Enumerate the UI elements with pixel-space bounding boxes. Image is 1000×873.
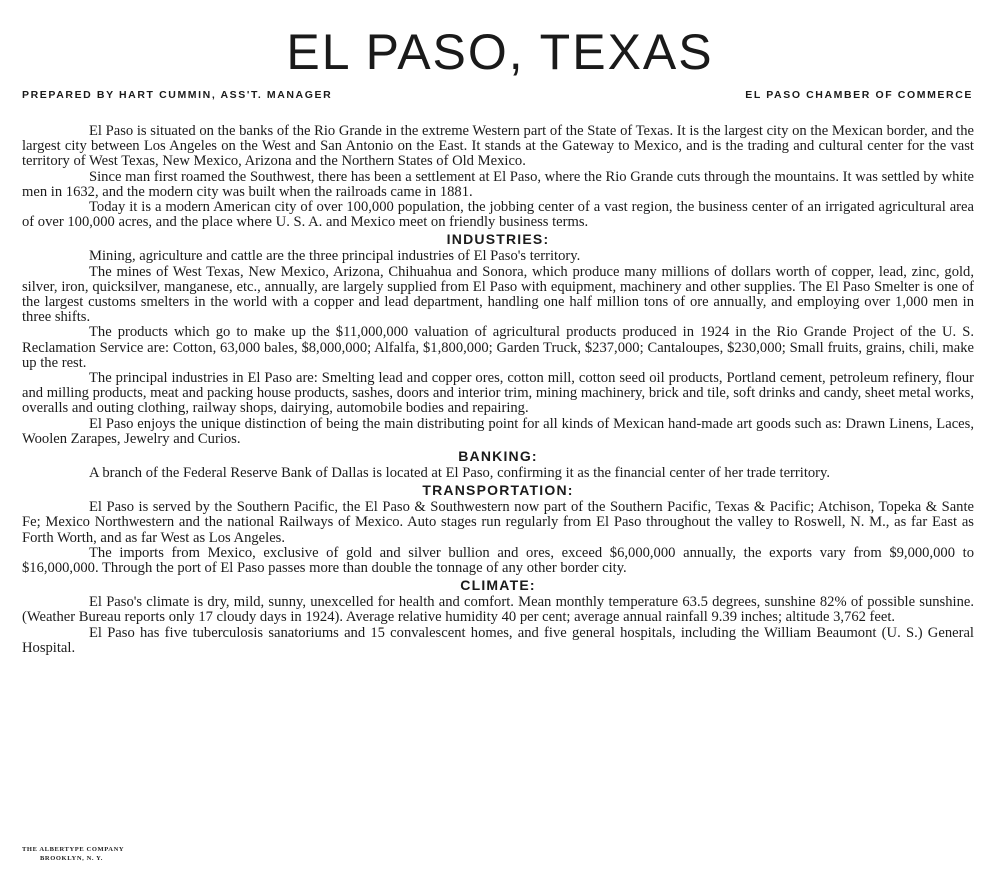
intro-paragraph: El Paso is situated on the banks of the Rio Grande in the extreme Western part of the State of Texas. It is the largest city on the Mexican border, and the largest city between Los Angeles on the West and San Antonio on the East. It stands at the Gateway to Mexico, and is the trading and cultural center for the vast territory of West Texas, New Mexico, Arizona and the Northern States of Old Mexico.	[22, 123, 974, 170]
intro-paragraph: Since man first roamed the Southwest, there has been a settlement at El Paso, where the Rio Grande cuts through the mountains. It was settled by white men in 1632, and the modern city was built when the railroads came in 1881.	[22, 168, 974, 200]
printer-imprint	[22, 845, 124, 863]
industries-paragraph: The products which go to make up the $11,000,000 valuation of agricultural products produced in 1924 in the Rio Grande Project of the U. S. Reclamation Service are: Cotton, 63,000 bales, $8,000,000; Alfalfa, $1,800,000; Garden Truck, $237,000; Cantaloupes, $230,000; Small fruits, grains, chili, make up the rest.	[22, 324, 974, 371]
industries-paragraph: The principal industries in El Paso are: Smelting lead and copper ores, cotton mill, cotton seed oil products, Portland cement, petroleum refinery, flour and milling products, meat and packing house products, sashes, doors and interior trim, mining machinery, brick and tile, soft drinks and candy, sheet metal works, overalls and outing clothing, railway shops, dairying, automobile bodies and repairing.	[22, 370, 974, 417]
section-heading-climate: CLIMATE:	[460, 577, 536, 594]
section-heading-banking: BANKING:	[458, 448, 538, 465]
section-heading-transportation: TRANSPORTATION:	[422, 482, 574, 499]
industries-paragraph: El Paso enjoys the unique distinction of being the main distributing point for all kinds of Mexican hand-made art goods such as: Drawn Linens, Laces, Woolen Zarapes, Jewelry and Curios.	[22, 415, 974, 447]
imprint-company: THE ALBERTYPE COMPANY	[22, 846, 125, 853]
intro-paragraph: Today it is a modern American city of over 100,000 population, the jobbing center of a vast region, the business center of an irrigated agricultural area of over 100,000 acres, and the place where U. S. A. and Mexico meet on friendly business terms.	[22, 199, 974, 231]
climate-paragraph: El Paso has five tuberculosis sanatoriums and 15 convalescent homes, and five general hospitals, including the William Beaumont (U. S.) General Hospital.	[22, 624, 974, 656]
body-text	[22, 124, 974, 656]
industries-paragraph: Mining, agriculture and cattle are the three principal industries of El Paso's territory.	[89, 248, 581, 265]
transportation-paragraph: The imports from Mexico, exclusive of gold and silver bullion and ores, exceed $6,000,000 annually, the exports vary from $9,000,000 to $16,000,000. Through the port of El Paso passes more than double the tonnage of any other border city.	[22, 544, 974, 577]
imprint-location: BROOKLYN, N. Y.	[40, 855, 103, 862]
industries-paragraph: The mines of West Texas, New Mexico, Arizona, Chihuahua and Sonora, which produce many millions of dollars worth of copper, lead, zinc, gold, silver, iron, quicksilver, manganese, etc., annually, are largely supplied from El Paso with equipment, machinery and other supplies. The El Paso Smelter is one of the largest customs smelters in the world with a copper and lead department, handling one half million tons of ore annually, and employing over 1,000 men in three shifts.	[22, 263, 974, 326]
section-heading-industries: INDUSTRIES:	[446, 231, 550, 248]
page-title: EL PASO, TEXAS	[286, 24, 714, 80]
transportation-paragraph: El Paso is served by the Southern Pacific, the El Paso & Southwestern now part of the Southern Pacific, Texas & Pacific; Atchison, Topeka & Sante Fe; Mexico Northwestern and the national Railways of Mexico. Auto stages run regularly from El Paso throughout the valley to Roswell, N. M., as far East as Forth Worth, and as far West as Los Angeles.	[22, 499, 974, 546]
climate-paragraph: El Paso's climate is dry, mild, sunny, unexcelled for health and comfort. Mean monthly temperature 63.5 degrees, sunshine 82% of possible sunshine. (Weather Bureau reports only 17 cloudy days in 1924). Average relative humidity 40 per cent; average annual rainfall 9.39 inches; altitude 3,762 feet.	[22, 594, 974, 626]
organization-line: EL PASO CHAMBER OF COMMERCE	[745, 89, 973, 101]
banking-paragraph: A branch of the Federal Reserve Bank of Dallas is located at El Paso, confirming it as the financial center of her trade territory.	[89, 465, 831, 482]
prepared-by-line: PREPARED BY HART CUMMIN, ASS'T. MANAGER	[22, 89, 333, 101]
